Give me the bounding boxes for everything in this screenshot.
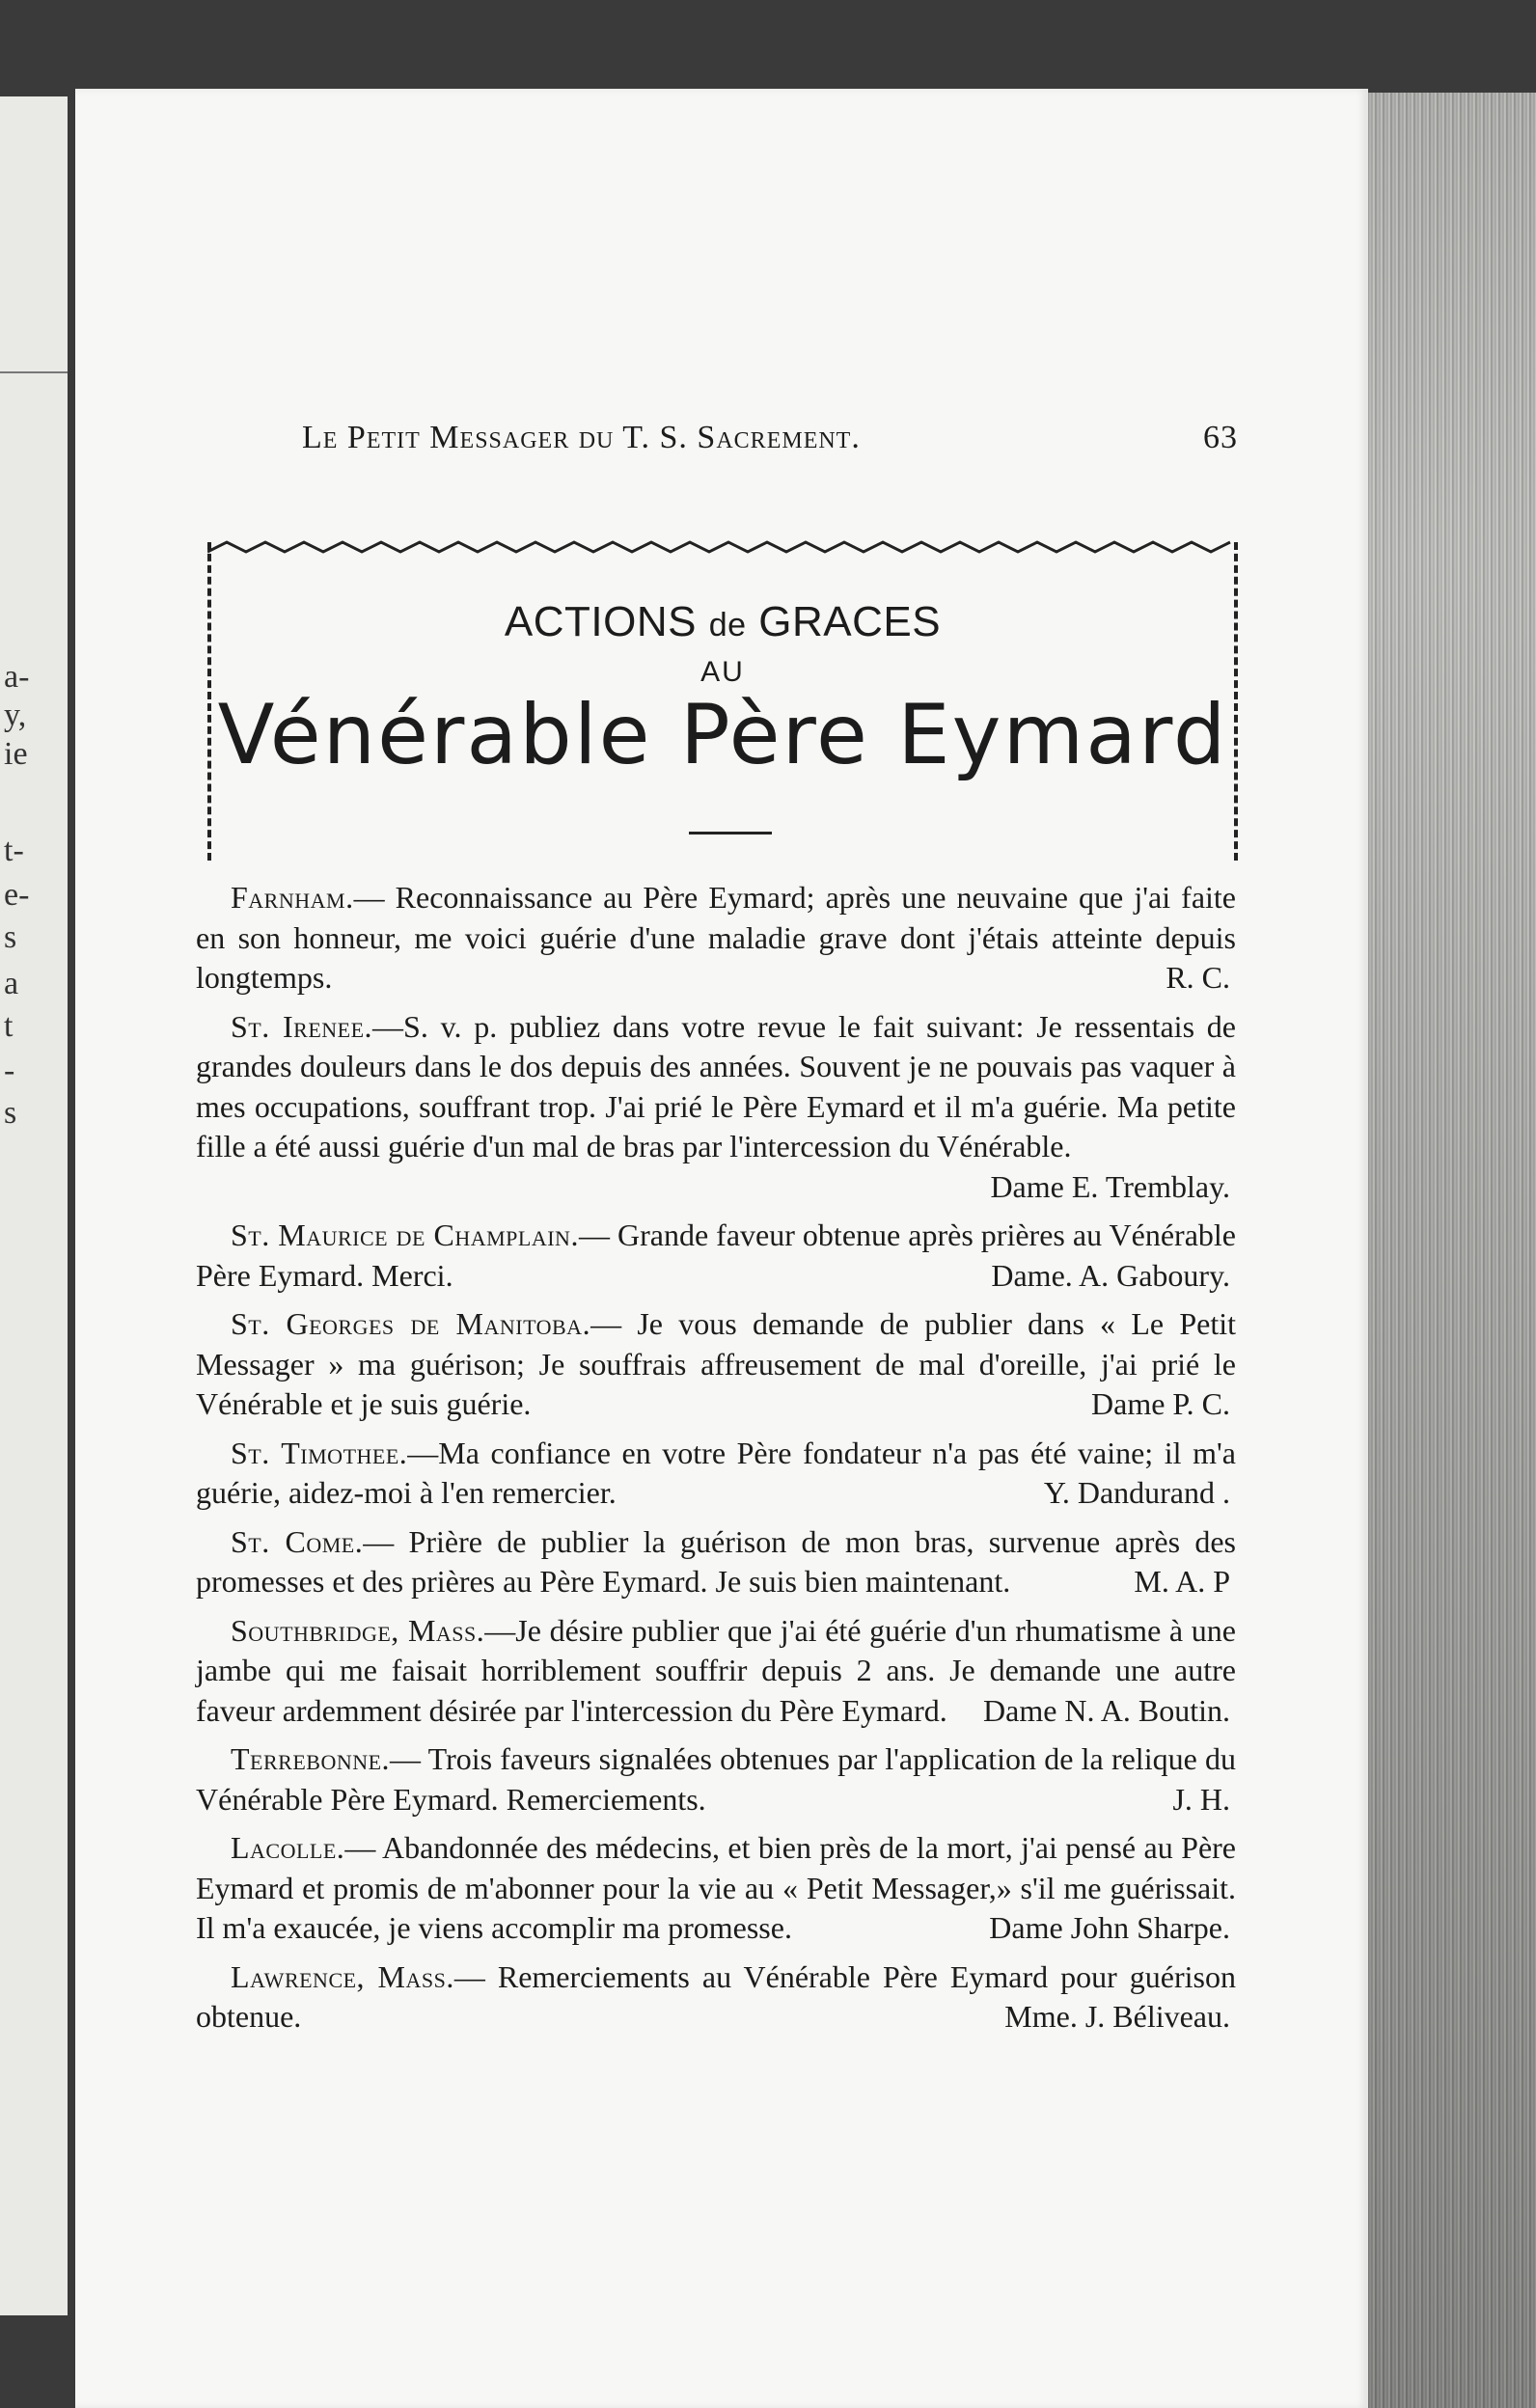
book-page	[75, 89, 1368, 2408]
left-page-rule	[0, 371, 68, 373]
entry-place: St. Irenee.	[231, 1008, 373, 1044]
running-head-title: Le Petit Messager du T. S. Sacrement.	[302, 420, 861, 455]
entry-text: —S. v. p. publiez dans votre revue le fait suivant: Je ressentais de grandes douleurs dans le dos depuis des années. Souvent je ne pouvais pas vaquer à mes occupations, souffrant trop. J'ai prié le Père Eymard et il m'a guérie. Ma petite fille a été aussi guérie d'un mal de bras par l'intercession du Vénérable.	[196, 1008, 1236, 1163]
entry	[196, 878, 1236, 999]
entry-place: St. Georges de Manitoba.	[231, 1306, 591, 1341]
running-head	[196, 420, 1238, 468]
entry	[196, 1522, 1236, 1602]
entry-signature: Dame P. C.	[1091, 1386, 1230, 1421]
entry-signature: R. C.	[1166, 960, 1230, 995]
thanksgiving-entries	[196, 878, 1236, 2046]
entry-signature: Dame John Sharpe.	[989, 1910, 1230, 1945]
entry-place: Lacolle.	[231, 1830, 345, 1865]
entry-signature: Mme. J. Béliveau.	[1004, 1999, 1230, 2034]
left-page-fragment: a	[4, 966, 19, 1001]
left-page-edge	[0, 96, 68, 2315]
entry	[196, 1007, 1236, 1208]
entry-text: — Abandonnée des médecins, et bien près de la mort, j'ai pensé au Père Eymard et promis de m'abonner pour la vie au « Petit Messager,» s'il me guérissait. Il m'a exaucée, je viens accomplir ma promesse.	[196, 1830, 1236, 1945]
heading-actions: ACTIONS	[504, 598, 697, 645]
heading-actions-de-graces	[211, 598, 1234, 646]
left-page-fragment: y,	[4, 698, 27, 733]
title-ornamental-box	[207, 542, 1238, 861]
heading-venerable-pere-eymard: Vénérable Père Eymard	[217, 687, 1228, 783]
left-page-fragment: t-	[4, 833, 24, 868]
entry-text: — Remerciements au Vénérable Père Eymard pour guérison obtenue.	[196, 1958, 1236, 2034]
entry	[196, 1304, 1236, 1425]
heading-graces: GRACES	[758, 598, 942, 645]
left-page-fragment: s	[4, 1095, 17, 1131]
entry-place: Lawrence, Mass.	[231, 1958, 454, 1994]
entry-place: St. Come.	[231, 1523, 364, 1559]
entry-place: Southbridge, Mass.	[231, 1612, 485, 1648]
entry	[196, 1434, 1236, 1514]
entry-place: Farnham.	[231, 880, 354, 915]
left-page-fragment: -	[4, 1053, 15, 1088]
entry-place: St. Maurice de Champlain.	[231, 1218, 579, 1252]
entry-place: St. Timothee.	[231, 1435, 408, 1470]
entry-text: —Ma confiance en votre Père fondateur n'a pas été vaine; il m'a guérie, aidez-moi à l'en remercier.	[196, 1435, 1236, 1510]
entry-signature: Y. Dandurand .	[1043, 1475, 1230, 1510]
entry-text: — Je vous demande de publier dans « Le Petit Messager » ma guérison; Je souffrais affreusement de mal d'oreille, j'ai prié le Vénérable et je suis guérie.	[196, 1306, 1236, 1421]
entry-text: — Trois faveurs signalées obtenues par l'application de la relique du Vénérable Père Eymard. Remerciements.	[196, 1741, 1236, 1817]
page-number: 63	[1203, 420, 1238, 455]
heading-divider	[689, 832, 772, 835]
entry	[196, 1957, 1236, 2038]
entry	[196, 1739, 1236, 1820]
entry-signature: M. A. P	[1134, 1564, 1230, 1599]
left-page-fragment: a-	[4, 659, 30, 695]
entry	[196, 1828, 1236, 1949]
book-fore-edge	[1368, 93, 1536, 2408]
entry	[196, 1216, 1236, 1296]
entry-text: — Reconnaissance au Père Eymard; après une neuvaine que j'ai faite en son honneur, me voici guérie d'une maladie grave dont j'étais atteinte depuis longtemps.	[196, 880, 1236, 995]
entry-text: — Prière de publier la guérison de mon bras, survenue après des promesses et des prières au Père Eymard. Je suis bien maintenant.	[196, 1523, 1236, 1599]
entry-place: Terrebonne.	[231, 1741, 391, 1776]
entry-text: —Je désire publier que j'ai été guérie d'un rhumatisme à une jambe qui me faisait horriblement souffrir depuis 2 ans. Je demande une autre faveur ardemment désirée par l'intercession du Père Eymard.	[196, 1612, 1236, 1728]
heading-de: de	[708, 607, 747, 643]
entry-signature: Dame. A. Gaboury.	[991, 1257, 1230, 1293]
left-page-fragment: t	[4, 1008, 14, 1044]
entry-text: — Grande faveur obtenue après prières au Vénérable Père Eymard. Merci.	[196, 1218, 1237, 1293]
entry-signature: J. H.	[1172, 1781, 1230, 1817]
entry-signature: Dame N. A. Boutin.	[983, 1692, 1230, 1728]
left-page-fragment: e-	[4, 877, 30, 913]
entry	[196, 1611, 1236, 1732]
left-page-fragment: s	[4, 919, 17, 955]
left-page-fragment: ie	[4, 736, 28, 772]
entry-signature: Dame E. Tremblay.	[990, 1168, 1230, 1204]
heading-au: AU	[700, 656, 745, 688]
